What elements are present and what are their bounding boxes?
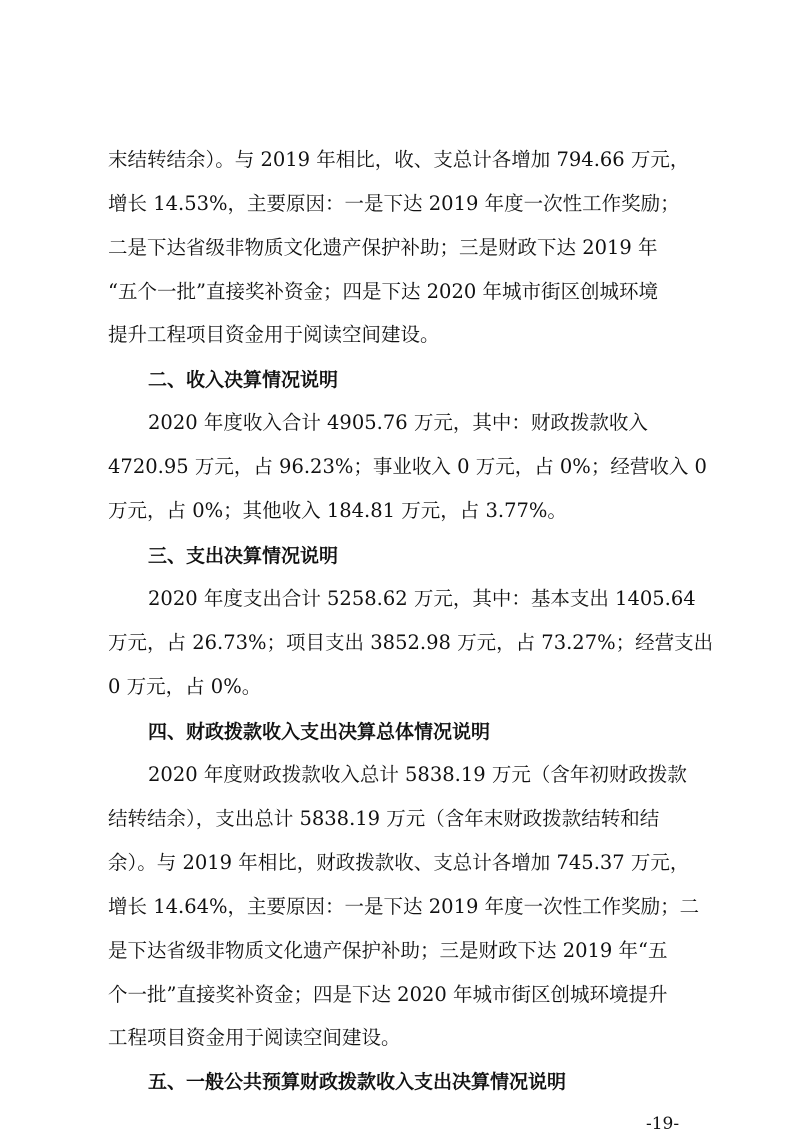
- paragraph-line: 二是下达省级非物质文化遗产保护补助；三是财政下达 2019 年: [108, 236, 658, 259]
- section-heading-3: 三、支出决算情况说明: [148, 545, 339, 567]
- paragraph-line: 2020 年度支出合计 5258.62 万元，其中：基本支出 1405.64: [148, 587, 696, 610]
- paragraph-line: 2020 年度财政拨款收入总计 5838.19 万元（含年初财政拨款: [148, 763, 687, 786]
- paragraph-line: 余）。与 2019 年相比，财政拨款收、支总计各增加 745.37 万元，: [108, 851, 690, 874]
- paragraph-line: 工程项目资金用于阅读空间建设。: [108, 1026, 401, 1049]
- page-number: -19-: [646, 1114, 680, 1134]
- paragraph-line: 4720.95 万元，占 96.23%；事业收入 0 万元，占 0%；经营收入 0: [108, 455, 707, 478]
- paragraph-line: 增长 14.53%，主要原因：一是下达 2019 年度一次性工作奖励；: [108, 192, 680, 215]
- paragraph-line: 2020 年度收入合计 4905.76 万元，其中：财政拨款收入: [148, 411, 648, 434]
- section-heading-2: 二、收入决算情况说明: [148, 369, 339, 391]
- section-heading-4: 四、财政拨款收入支出决算总体情况说明: [148, 721, 491, 743]
- paragraph-line: 0 万元，占 0%。: [108, 675, 262, 698]
- paragraph-line: 结转结余），支出总计 5838.19 万元（含年末财政拨款结转和结: [108, 807, 660, 830]
- paragraph-line: 末结转结余）。与 2019 年相比，收、支总计各增加 794.66 万元，: [108, 148, 690, 171]
- section-heading-5: 五、一般公共预算财政拨款收入支出决算情况说明: [148, 1071, 567, 1093]
- paragraph-line: 万元，占 26.73%；项目支出 3852.98 万元，占 73.27%；经营支出: [108, 631, 714, 654]
- paragraph-line: “五个一批”直接奖补资金；四是下达 2020 年城市街区创城环境: [108, 280, 658, 303]
- paragraph-line: 万元，占 0%；其他收入 184.81 万元，占 3.77%。: [108, 499, 567, 522]
- paragraph-line: 增长 14.64%，主要原因：一是下达 2019 年度一次性工作奖励；二: [108, 895, 700, 918]
- paragraph-line: 个一批”直接奖补资金；四是下达 2020 年城市街区创城环境提升: [108, 983, 668, 1006]
- paragraph-line: 是下达省级非物质文化遗产保护补助；三是财政下达 2019 年“五: [108, 939, 668, 962]
- paragraph-line: 提升工程项目资金用于阅读空间建设。: [108, 323, 440, 346]
